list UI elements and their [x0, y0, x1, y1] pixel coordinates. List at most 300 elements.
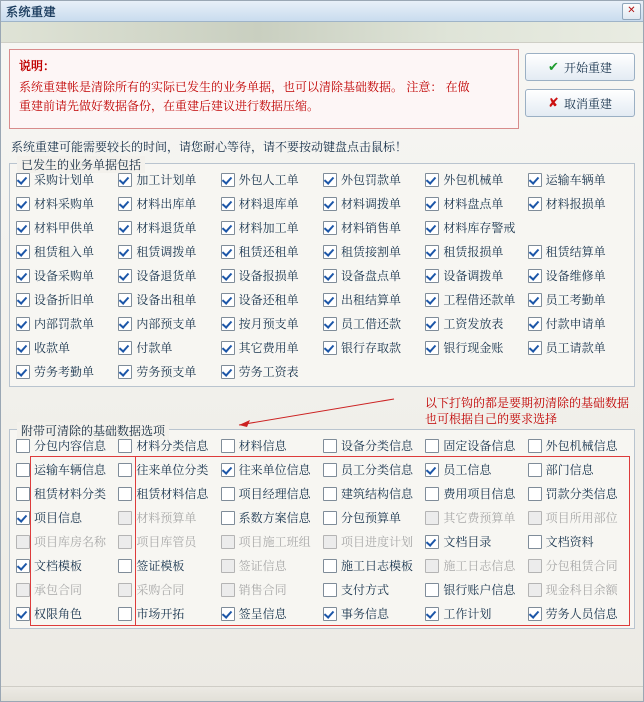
annotation-line2: 也可根据自己的要求选择: [424, 412, 557, 426]
base-data-item[interactable]: [16, 437, 116, 454]
bill-item[interactable]: [118, 267, 218, 284]
base-data-item[interactable]: [425, 557, 525, 574]
base-data-item[interactable]: [118, 557, 218, 574]
checkbox-icon[interactable]: [221, 341, 235, 355]
checkbox-icon[interactable]: [425, 245, 439, 259]
bill-item[interactable]: [323, 315, 423, 332]
checkbox-icon[interactable]: [425, 559, 439, 573]
bill-item[interactable]: [118, 243, 218, 260]
base-data-item[interactable]: [528, 509, 628, 526]
checkbox-icon[interactable]: [425, 487, 439, 501]
checkbox-icon[interactable]: [221, 317, 235, 331]
base-data-item-label: 销售合同: [238, 583, 287, 597]
checkbox-icon[interactable]: [221, 439, 235, 453]
close-icon[interactable]: ✕: [622, 3, 641, 20]
checkbox-icon[interactable]: [221, 463, 235, 477]
checkbox-icon[interactable]: [323, 439, 337, 453]
checkbox-icon[interactable]: [323, 607, 337, 621]
base-data-item[interactable]: [528, 533, 628, 550]
base-data-item[interactable]: [425, 485, 525, 502]
checkbox-icon[interactable]: [528, 463, 542, 477]
checkbox-icon[interactable]: [323, 341, 337, 355]
base-data-item-label: 外包机械信息: [545, 439, 618, 453]
bill-item[interactable]: [425, 315, 525, 332]
base-data-item[interactable]: [16, 461, 116, 478]
base-data-item[interactable]: [425, 533, 525, 550]
base-data-item-label: 材料预算单: [136, 511, 197, 525]
base-data-item[interactable]: [528, 461, 628, 478]
bill-item[interactable]: [118, 219, 218, 236]
base-data-item[interactable]: [425, 461, 525, 478]
checkbox-icon[interactable]: [118, 535, 132, 549]
bill-item-label: 材料出库单: [136, 197, 197, 211]
checkbox-icon[interactable]: [16, 293, 30, 307]
checkbox-icon[interactable]: [425, 463, 439, 477]
checkbox-icon[interactable]: [16, 559, 30, 573]
bill-item-label: 劳务工资表: [238, 365, 299, 379]
base-data-item-label: 签证信息: [238, 559, 287, 573]
base-data-item[interactable]: [118, 437, 218, 454]
bill-item-label: 材料采购单: [34, 197, 95, 211]
base-data-item[interactable]: [323, 533, 423, 550]
bill-item-label: 付款单: [136, 341, 173, 355]
base-data-item-label: 权限角色: [34, 607, 83, 621]
bill-item[interactable]: [16, 291, 116, 308]
base-data-item[interactable]: [16, 557, 116, 574]
bill-item-label: 材料加工单: [238, 221, 299, 235]
bill-item-label: 内部预支单: [136, 317, 197, 331]
bill-item[interactable]: [323, 171, 423, 188]
base-data-group-legend: 附带可清除的基础数据选项: [17, 422, 169, 439]
base-data-item[interactable]: [16, 509, 116, 526]
checkbox-icon[interactable]: [221, 487, 235, 501]
base-data-item-label: 其它费预算单: [443, 511, 516, 525]
bill-item[interactable]: [221, 363, 321, 380]
bill-item-label: 材料库存警戒: [443, 221, 516, 235]
bill-item-label: 工资发放表: [443, 317, 504, 331]
bill-item[interactable]: [323, 339, 423, 356]
bill-item-label: 设备退货单: [136, 269, 197, 283]
bill-item-label: 设备盘点单: [341, 269, 402, 283]
checkbox-icon[interactable]: [221, 511, 235, 525]
checkbox-icon[interactable]: [528, 511, 542, 525]
base-data-item-label: 项目库管员: [136, 535, 197, 549]
checkbox-icon[interactable]: [221, 245, 235, 259]
checkbox-icon[interactable]: [528, 607, 542, 621]
checkbox-icon[interactable]: [528, 245, 542, 259]
checkbox-icon[interactable]: [16, 607, 30, 621]
bill-item-label: 材料甲供单: [34, 221, 95, 235]
bill-item[interactable]: [323, 219, 423, 236]
checkbox-icon[interactable]: [528, 173, 542, 187]
checkbox-icon[interactable]: [118, 221, 132, 235]
bill-item[interactable]: [528, 243, 628, 260]
base-data-item-label: 支付方式: [341, 583, 390, 597]
checkbox-icon[interactable]: [118, 293, 132, 307]
checkbox-icon[interactable]: [528, 439, 542, 453]
bill-item[interactable]: [118, 291, 218, 308]
bill-item[interactable]: [118, 315, 218, 332]
base-data-item-label: 材料信息: [238, 439, 287, 453]
bill-item[interactable]: [16, 219, 116, 236]
checkbox-icon[interactable]: [528, 559, 542, 573]
checkbox-icon[interactable]: [118, 559, 132, 573]
bills-group: [9, 158, 635, 387]
bill-item[interactable]: [221, 315, 321, 332]
annotation-text: [425, 395, 629, 427]
bill-item-label: 材料销售单: [341, 221, 402, 235]
checkbox-icon[interactable]: [528, 535, 542, 549]
checkbox-icon[interactable]: [221, 173, 235, 187]
bill-item[interactable]: [425, 195, 525, 212]
checkbox-icon[interactable]: [323, 583, 337, 597]
checkbox-icon[interactable]: [528, 269, 542, 283]
checkbox-icon[interactable]: [425, 535, 439, 549]
checkbox-icon[interactable]: [323, 487, 337, 501]
base-data-item-label: 采购合同: [136, 583, 185, 597]
checkbox-icon[interactable]: [118, 245, 132, 259]
bill-item-label: 材料盘点单: [443, 197, 504, 211]
explanation-label: 说明：: [19, 59, 56, 73]
checkbox-icon[interactable]: [118, 269, 132, 283]
base-data-item[interactable]: [221, 509, 321, 526]
checkbox-icon[interactable]: [323, 221, 337, 235]
annotation-line1: 以下打钩的都是要期初清除的基础数据: [424, 396, 629, 410]
bill-item[interactable]: [528, 291, 628, 308]
checkbox-icon[interactable]: [118, 463, 132, 477]
base-data-item[interactable]: [528, 437, 628, 454]
bill-item[interactable]: [118, 171, 218, 188]
checkbox-icon[interactable]: [323, 245, 337, 259]
base-data-item[interactable]: [221, 557, 321, 574]
base-data-item[interactable]: [16, 485, 116, 502]
bill-item[interactable]: [323, 195, 423, 212]
bill-item[interactable]: [323, 243, 423, 260]
checkbox-icon[interactable]: [221, 293, 235, 307]
base-data-item-label: 银行账户信息: [443, 583, 516, 597]
title-bar: [1, 1, 643, 22]
checkbox-icon[interactable]: [118, 365, 132, 379]
base-data-item[interactable]: [323, 557, 423, 574]
base-data-item-label: 系数方案信息: [238, 511, 311, 525]
base-data-item[interactable]: [118, 461, 218, 478]
base-data-item[interactable]: [118, 533, 218, 550]
base-data-item-label: 文档资料: [545, 535, 594, 549]
bill-item[interactable]: [425, 219, 525, 236]
bill-item-label: 租赁报损单: [443, 245, 504, 259]
checkbox-icon[interactable]: [528, 583, 542, 597]
checkbox-icon[interactable]: [118, 487, 132, 501]
bill-item-label: 租赁还租单: [238, 245, 299, 259]
checkbox-icon[interactable]: [16, 317, 30, 331]
checkbox-icon[interactable]: [16, 269, 30, 283]
checkbox-icon[interactable]: [118, 511, 132, 525]
cancel-rebuild-button[interactable]: [525, 89, 635, 117]
checkbox-icon[interactable]: [425, 293, 439, 307]
checkbox-icon[interactable]: [118, 317, 132, 331]
checkbox-icon[interactable]: [323, 559, 337, 573]
base-data-item-label: 签证模板: [136, 559, 185, 573]
base-data-item-label: 分包租赁合同: [545, 559, 618, 573]
base-data-item[interactable]: [16, 533, 116, 550]
bill-item[interactable]: [528, 171, 628, 188]
bill-item-label: 加工计划单: [136, 173, 197, 187]
bill-item-label: 设备还租单: [238, 293, 299, 307]
bill-item[interactable]: [221, 243, 321, 260]
bill-item[interactable]: [528, 315, 628, 332]
checkbox-icon[interactable]: [528, 197, 542, 211]
checkbox-icon[interactable]: [118, 583, 132, 597]
base-data-item-label: 工作计划: [443, 607, 492, 621]
checkbox-icon[interactable]: [425, 341, 439, 355]
base-data-item[interactable]: [528, 581, 628, 598]
base-data-item-label: 承包合同: [34, 583, 83, 597]
bill-item: [425, 363, 525, 380]
base-data-item[interactable]: [425, 581, 525, 598]
bill-item[interactable]: [118, 363, 218, 380]
bill-item[interactable]: [221, 267, 321, 284]
bill-item[interactable]: [425, 171, 525, 188]
explanation-row: [9, 49, 635, 129]
checkbox-icon[interactable]: [16, 197, 30, 211]
checkbox-icon[interactable]: [16, 439, 30, 453]
bill-item-label: 租赁调拨单: [136, 245, 197, 259]
start-rebuild-label: 开始重建: [563, 60, 612, 75]
bill-item[interactable]: [425, 267, 525, 284]
bill-item-label: 外包机械单: [443, 173, 504, 187]
base-data-item-label: 运输车辆信息: [34, 463, 107, 477]
checkbox-icon[interactable]: [16, 535, 30, 549]
base-data-item-label: 部门信息: [545, 463, 594, 477]
checkbox-icon[interactable]: [528, 317, 542, 331]
checkbox-icon[interactable]: [221, 221, 235, 235]
bill-item[interactable]: [528, 267, 628, 284]
base-data-item[interactable]: [323, 605, 423, 622]
base-data-checkbox-grid: [16, 437, 628, 622]
bill-item-label: 付款申请单: [545, 317, 606, 331]
base-data-item-label: 材料分类信息: [136, 439, 209, 453]
bill-item[interactable]: [16, 267, 116, 284]
base-data-item[interactable]: [221, 581, 321, 598]
bill-item-label: 采购计划单: [34, 173, 95, 187]
checkbox-icon[interactable]: [425, 221, 439, 235]
base-data-item[interactable]: [323, 437, 423, 454]
checkbox-icon[interactable]: [118, 607, 132, 621]
base-data-item[interactable]: [118, 509, 218, 526]
checkbox-icon[interactable]: [323, 463, 337, 477]
base-data-item-label: 固定设备信息: [443, 439, 516, 453]
base-data-item[interactable]: [221, 485, 321, 502]
base-data-item[interactable]: [16, 581, 116, 598]
checkbox-icon[interactable]: [528, 487, 542, 501]
bill-item[interactable]: [221, 339, 321, 356]
base-data-item[interactable]: [323, 461, 423, 478]
bill-item[interactable]: [16, 171, 116, 188]
checkbox-icon[interactable]: [118, 341, 132, 355]
bill-item-label: 材料退库单: [238, 197, 299, 211]
bill-item[interactable]: [425, 291, 525, 308]
base-data-item-label: 施工日志模板: [341, 559, 414, 573]
checkbox-icon[interactable]: [16, 511, 30, 525]
base-data-item[interactable]: [528, 485, 628, 502]
checkbox-icon[interactable]: [425, 197, 439, 211]
bill-item[interactable]: [528, 195, 628, 212]
dialog-content: [1, 43, 643, 686]
bill-item-label: 设备调拨单: [443, 269, 504, 283]
bill-item[interactable]: [323, 291, 423, 308]
bill-item[interactable]: [221, 171, 321, 188]
bill-item-label: 外包人工单: [238, 173, 299, 187]
base-data-item-label: 员工信息: [443, 463, 492, 477]
base-data-item[interactable]: [425, 437, 525, 454]
checkbox-icon[interactable]: [425, 583, 439, 597]
bill-item-label: 设备折旧单: [34, 293, 95, 307]
base-data-item[interactable]: [118, 581, 218, 598]
checkbox-icon[interactable]: [323, 511, 337, 525]
checkbox-icon[interactable]: [16, 221, 30, 235]
bill-item[interactable]: [16, 315, 116, 332]
base-data-item[interactable]: [323, 509, 423, 526]
checkbox-icon[interactable]: [221, 607, 235, 621]
base-data-item-label: 现金科目余额: [545, 583, 618, 597]
bill-item[interactable]: [16, 339, 116, 356]
bill-item-label: 员工请款单: [545, 341, 606, 355]
base-data-item-label: 项目施工班组: [238, 535, 311, 549]
checkbox-icon[interactable]: [425, 317, 439, 331]
checkbox-icon[interactable]: [323, 173, 337, 187]
checkbox-icon[interactable]: [425, 269, 439, 283]
checkbox-icon[interactable]: [425, 511, 439, 525]
bill-item-label: 出租结算单: [341, 293, 402, 307]
base-data-item[interactable]: [221, 533, 321, 550]
bill-item-label: 收款单: [34, 341, 71, 355]
wait-hint: 系统重建可能需要较长的时间，请您耐心等待，请不要按动键盘点击鼠标！: [11, 140, 408, 154]
checkbox-icon[interactable]: [16, 365, 30, 379]
checkbox-icon[interactable]: [323, 269, 337, 283]
checkbox-icon[interactable]: [16, 487, 30, 501]
bill-item[interactable]: [118, 339, 218, 356]
bill-item: [528, 363, 628, 380]
base-data-item-label: 项目进度计划: [341, 535, 414, 549]
base-data-item[interactable]: [118, 605, 218, 622]
checkbox-icon[interactable]: [16, 463, 30, 477]
checkbox-icon[interactable]: [221, 269, 235, 283]
base-data-item[interactable]: [221, 461, 321, 478]
window-title: 系统重建: [6, 4, 57, 19]
checkbox-icon[interactable]: [118, 439, 132, 453]
base-data-item[interactable]: [323, 485, 423, 502]
base-data-item-label: 分包内容信息: [34, 439, 107, 453]
bill-item: [528, 219, 628, 236]
base-data-group: [9, 424, 635, 629]
bill-item[interactable]: [16, 195, 116, 212]
base-data-item[interactable]: [323, 581, 423, 598]
base-data-item-label: 文档目录: [443, 535, 492, 549]
bill-item-label: 设备报损单: [238, 269, 299, 283]
checkbox-icon[interactable]: [425, 439, 439, 453]
bills-group-legend: 已发生的业务单据包括: [17, 156, 145, 173]
base-data-item-label: 项目信息: [34, 511, 83, 525]
base-data-item-label: 项目库房名称: [34, 535, 107, 549]
bill-item[interactable]: [16, 243, 116, 260]
bill-item[interactable]: [528, 339, 628, 356]
checkbox-icon[interactable]: [221, 583, 235, 597]
bill-item[interactable]: [323, 267, 423, 284]
base-data-item[interactable]: [16, 605, 116, 622]
base-data-item[interactable]: [528, 557, 628, 574]
checkbox-icon[interactable]: [118, 197, 132, 211]
checkbox-icon[interactable]: [221, 197, 235, 211]
base-data-item-label: 劳务人员信息: [545, 607, 618, 621]
bill-item-label: 运输车辆单: [545, 173, 606, 187]
base-data-item[interactable]: [528, 605, 628, 622]
base-data-item[interactable]: [221, 605, 321, 622]
check-icon: ✔: [548, 59, 559, 74]
checkbox-icon[interactable]: [16, 583, 30, 597]
base-data-item-label: 文档模板: [34, 559, 83, 573]
bill-item-label: 银行现金账: [443, 341, 504, 355]
bill-item-label: 材料退货单: [136, 221, 197, 235]
base-data-item-label: 员工分类信息: [341, 463, 414, 477]
cancel-rebuild-label: 取消重建: [563, 96, 612, 111]
bill-item-label: 按月预支单: [238, 317, 299, 331]
base-data-item[interactable]: [118, 485, 218, 502]
start-rebuild-button[interactable]: [525, 53, 635, 81]
checkbox-icon[interactable]: [221, 365, 235, 379]
bill-item-label: 内部罚款单: [34, 317, 95, 331]
bill-item-label: 劳务预支单: [136, 365, 197, 379]
header-image-band: [1, 22, 643, 43]
checkbox-icon[interactable]: [323, 293, 337, 307]
checkbox-icon[interactable]: [16, 245, 30, 259]
base-data-item[interactable]: [425, 605, 525, 622]
base-data-item-label: 费用项目信息: [443, 487, 516, 501]
base-data-item-label: 建筑结构信息: [341, 487, 414, 501]
base-data-item-label: 事务信息: [341, 607, 390, 621]
checkbox-icon[interactable]: [16, 341, 30, 355]
bill-item-label: 设备维修单: [545, 269, 606, 283]
base-data-item-label: 施工日志信息: [443, 559, 516, 573]
bill-item[interactable]: [221, 291, 321, 308]
checkbox-icon[interactable]: [323, 317, 337, 331]
checkbox-icon[interactable]: [425, 607, 439, 621]
base-data-item[interactable]: [221, 437, 321, 454]
bill-item[interactable]: [425, 243, 525, 260]
explanation-panel: [9, 49, 519, 129]
base-data-item[interactable]: [425, 509, 525, 526]
checkbox-icon[interactable]: [323, 197, 337, 211]
bill-item[interactable]: [118, 195, 218, 212]
base-data-item-label: 租赁材料信息: [136, 487, 209, 501]
checkbox-icon[interactable]: [425, 173, 439, 187]
base-data-item-label: 往来单位分类: [136, 463, 209, 477]
checkbox-icon[interactable]: [528, 341, 542, 355]
checkbox-icon[interactable]: [528, 293, 542, 307]
checkbox-icon[interactable]: [323, 535, 337, 549]
bill-item[interactable]: [425, 339, 525, 356]
checkbox-icon[interactable]: [221, 535, 235, 549]
bills-checkbox-grid: [16, 171, 628, 380]
checkbox-icon[interactable]: [16, 173, 30, 187]
bill-item[interactable]: [221, 195, 321, 212]
bill-item-label: 设备采购单: [34, 269, 95, 283]
bill-item[interactable]: [16, 363, 116, 380]
bill-item[interactable]: [221, 219, 321, 236]
checkbox-icon[interactable]: [221, 559, 235, 573]
action-buttons: [525, 49, 635, 117]
explanation-line2: 重建前请先做好数据备份，在重建后建议进行数据压缩。: [19, 99, 320, 113]
checkbox-icon[interactable]: [118, 173, 132, 187]
